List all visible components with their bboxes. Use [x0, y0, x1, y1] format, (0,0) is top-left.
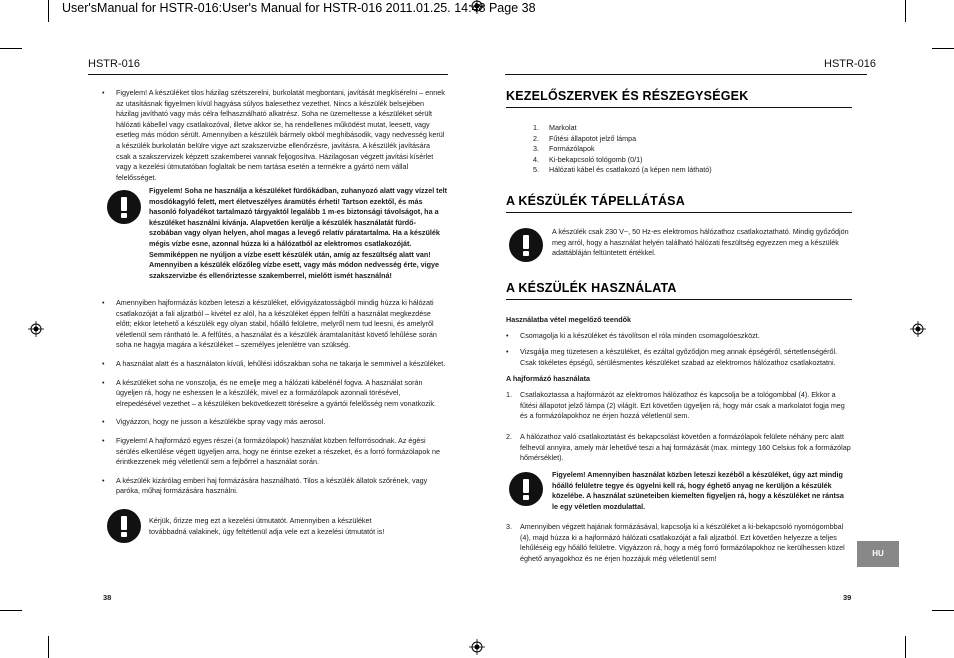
- crop-mark: [48, 0, 49, 22]
- left-page-lower: [116, 298, 446, 497]
- list-item: • A használat alatt és a használaton kívüli, lehűlési időszakban soha ne takarja le semmivel a készüléket.: [116, 359, 446, 370]
- step-text: A hálózathoz való csatlakoztatást és bekapcsolást követően a formázólapok felülete néhány perc alatt felhevül annyira, amely már lehetővé teszi a haj formázását (max. mintegy 160 Celsius fok a formázólap hőmérséklet).: [520, 432, 851, 463]
- step-number: 2.: [506, 432, 512, 441]
- heading-rule: [506, 107, 852, 108]
- list-item: • Figyelem! A hajformázó egyes részei (a formázólapok) használat közben felforrósodnak. Az égési sérülés elkerülése végett ügyeljen arra, hogy ne érintse ezeket a részeket, és a forró formázólapok ne érintkezzenek még véletlenül sem a fejbőrrel a használat során.: [116, 436, 446, 468]
- crop-mark: [905, 636, 906, 658]
- crop-mark: [905, 0, 906, 22]
- page-number-right: 39: [843, 593, 852, 602]
- heading-rule: [506, 212, 852, 213]
- warning-text: Figyelem! Soha ne használja a készüléket fürdőkádban, zuhanyozó alatt vagy vízzel telt mosdókagyló felett, mert életveszélyes áramütés érheti! Tartson ezektől, és más hasonló folyadékot tartalmazó tárgyaktól legalább 1 m-es biztonsági távolságot, ha a készüléket használni kívánja. Alapvetően kerülje a készülék használatát fürdő-szobában vagy olyan helyen, ahol magas a levegő relatív páratartalma. Ha a készülék mégis vízbe esne, azonnal húzza ki a hálózatból az elektromos csatlakozóját. Semmiképpen ne nyúljon a vízbe esett készülék után, amíg az feszültség alatt van! Amennyiben a készülék előzőleg vízbe esett, vagy más módon nedvesség érte, vigye szakszervizbe és ellenőriztesse szakemberrel, mielőtt ismét használná!: [149, 186, 447, 280]
- step-2: [506, 432, 851, 464]
- list-item: • A készüléket soha ne vonszolja, és ne emelje meg a hálózati kábelénél fogva. A használat során ügyeljen rá, hogy ne eshessen le a készülék, mivel ez a formázólapok azonnali törésével, elrepedésével vezethet – a készüléken bekövetkezett törésekre a gyártói felelősség nem vonatkozik.: [116, 378, 446, 410]
- section-heading: KEZELŐSZERVEK ÉS RÉSZEGYSÉGEK: [506, 89, 749, 103]
- step-text: Amennyiben végzett hajának formázásával, kapcsolja ki a készüléket a ki-bekapcsoló nyomógombbal (4), majd húzza ki a hajformázó hálózati csatlakozóját a fali aljzatból. Ezt követően helyezze a teljes lehűléséig egy hőálló felületre. Vigyázzon rá, hogy a még forró formázólapokhoz ne kerülhessen közel éghető anyagokhoz és ne érjen hozzájuk még véletlenül sem!: [520, 522, 845, 563]
- header-rule-right: [505, 74, 867, 75]
- subheading: A hajformázó használata: [506, 374, 591, 384]
- list-item: • Vigyázzon, hogy ne jusson a készülékbe spray vagy más aerosol.: [116, 417, 446, 428]
- list-item: 5. Hálózati kábel és csatlakozó (a képen nem látható): [533, 165, 712, 175]
- crop-mark: [932, 610, 954, 611]
- list-item: • Csomagolja ki a készüléket és távolítson el róla minden csomagolóeszközt.: [520, 331, 851, 342]
- controls-list: [533, 123, 849, 176]
- left-page: [116, 88, 446, 183]
- model-label-right: HSTR-016: [824, 58, 876, 70]
- step-number: 3.: [506, 522, 512, 531]
- warning-icon: [107, 190, 141, 224]
- list-item: • Amennyiben hajformázás közben leteszi a készüléket, elővigyázatosságból mindig húzza ki hálózati csatlakozóját a fali aljzatból – kivétel ez alól, ha a készüléket éppen felfűti a használat megkezdése előtt; ekkor letehető a készülék egy olyan stabil, hőálló felületre, melyről nem tud leesni, és amelyről véletlenül sem rántható le. A felfűtés, a használat és a készülék áramtalanítást követő lehűlése során soha ne hagyja magára a készüléket – személyes jelenlétre van szükség.: [116, 298, 446, 351]
- subheading: Használatba vétel megelőző teendők: [506, 315, 632, 324]
- warning-icon: [509, 472, 543, 506]
- power-text: A készülék csak 230 V~, 50 Hz-es elektromos hálózathoz csatlakoztatható. Mindig győződjön meg arról, hogy a használat helyén található hálózati feszültség egyezzen meg a készülék adattábláján feltüntetett értékkel.: [552, 227, 849, 258]
- info-warning-icon: [107, 509, 141, 543]
- header-rule-left: [88, 74, 448, 75]
- list-item: 2. Fűtési állapotot jelző lámpa: [533, 133, 637, 143]
- usage-section: [506, 315, 851, 385]
- step-3: [506, 522, 851, 564]
- section-heading: A KÉSZÜLÉK HASZNÁLATA: [506, 281, 677, 295]
- crop-mark: [48, 636, 49, 658]
- list-item: • Vizsgálja meg tüzetesen a készüléket, és ezáltal győződjön meg annak épségéről, sértetlenségéről. Csak tökéletes épségű, sérülésmentes készüléket szabad az elektromos hálózathoz csatlakoztatni.: [520, 347, 851, 368]
- heading-rule: [506, 299, 852, 300]
- registration-mark-icon: [28, 321, 44, 337]
- list-item: 4. Ki-bekapcsoló tológomb (0/1): [533, 154, 643, 164]
- list-item: 3. Formázólapok: [533, 144, 595, 154]
- page-number-left: 38: [103, 593, 112, 602]
- registration-mark-icon: [910, 321, 926, 337]
- crop-mark: [0, 48, 22, 49]
- keep-manual-text: Kérjük, őrizze meg ezt a kezelési útmutatót. Amennyiben a készüléket továbbadná valakinek, úgy feltétlenül adja vele ezt a kezelési útmutatót is!: [149, 516, 385, 536]
- list-item: • A készülék kizárólag emberi haj formázására használható. Tilos a készülék állatok szőrének, vagy paróka, műhaj formázására használni.: [116, 476, 446, 497]
- step-number: 1.: [506, 390, 512, 399]
- registration-mark-icon: [469, 639, 485, 655]
- step-text: Csatlakoztassa a hajformázót az elektromos hálózathoz és kapcsolja be a tológombbal (4). Ekkor a fűtési állapotot jelző lámpa (2) világít. Ezt követően ügyeljen rá, hogy már csak a markolatot fogja meg és a formázólapokhoz ne érjen hozzá véletlenül sem.: [520, 390, 845, 421]
- list-item: 1. Markolat: [533, 123, 577, 132]
- step-1: [506, 390, 851, 422]
- crop-mark: [932, 48, 954, 49]
- warning-icon: [509, 228, 543, 262]
- print-header: User'sManual for HSTR-016:User's Manual for HSTR-016 2011.01.25. 14:48 Page 38: [62, 1, 536, 15]
- language-tab: HU: [857, 541, 899, 567]
- list-item: • Figyelem! A készüléket tilos házilag szétszerelni, burkolatát megbontani, javítását megkísérelni – ennek az utasításnak figyelmen kívül hagyása súlyos balesethez vezethet. Nincs a készülék belsejében házilag javítható vagy más célra felhasználható alkatrész. Soha ne üzemeltesse a készüléket sérült hálózati kábellel vagy csatlakozóval, illetve akkor se, ha rendellenes működést mutat, leesett, vagy esetleg más módon sérült. Amennyiben a készülék bármely okból meghibásodik, vagy nedvesség kerül a készülék burkolatán belülre vigye azt szakszervizbe ellenőrzésre, javításra. A készülék javítására csak a szakszervizek képzett szakemberei vannak feljogosítva. Házilagosan végzett javítási kísérlet vagy a kezelési útmutatóban foglaltak be nem tartása esetén a termékre a gyártó nem vállal felelősséget.: [116, 88, 446, 183]
- warning-text: Figyelem! Amennyiben használat közben leteszi kezéből a készüléket, úgy azt mindig hőálló felületre tegye és ügyelni kell rá, hogy éghető anyag ne kerüljön a készülék közelébe. A használat szüneteiben kiemelten figyeljen rá, hogy a készüléket ne rántsa le egy véletlen mozdulattal.: [552, 470, 844, 511]
- model-label-left: HSTR-016: [88, 58, 140, 70]
- section-heading: A KÉSZÜLÉK TÁPELLÁTÁSA: [506, 194, 685, 208]
- crop-mark: [0, 610, 22, 611]
